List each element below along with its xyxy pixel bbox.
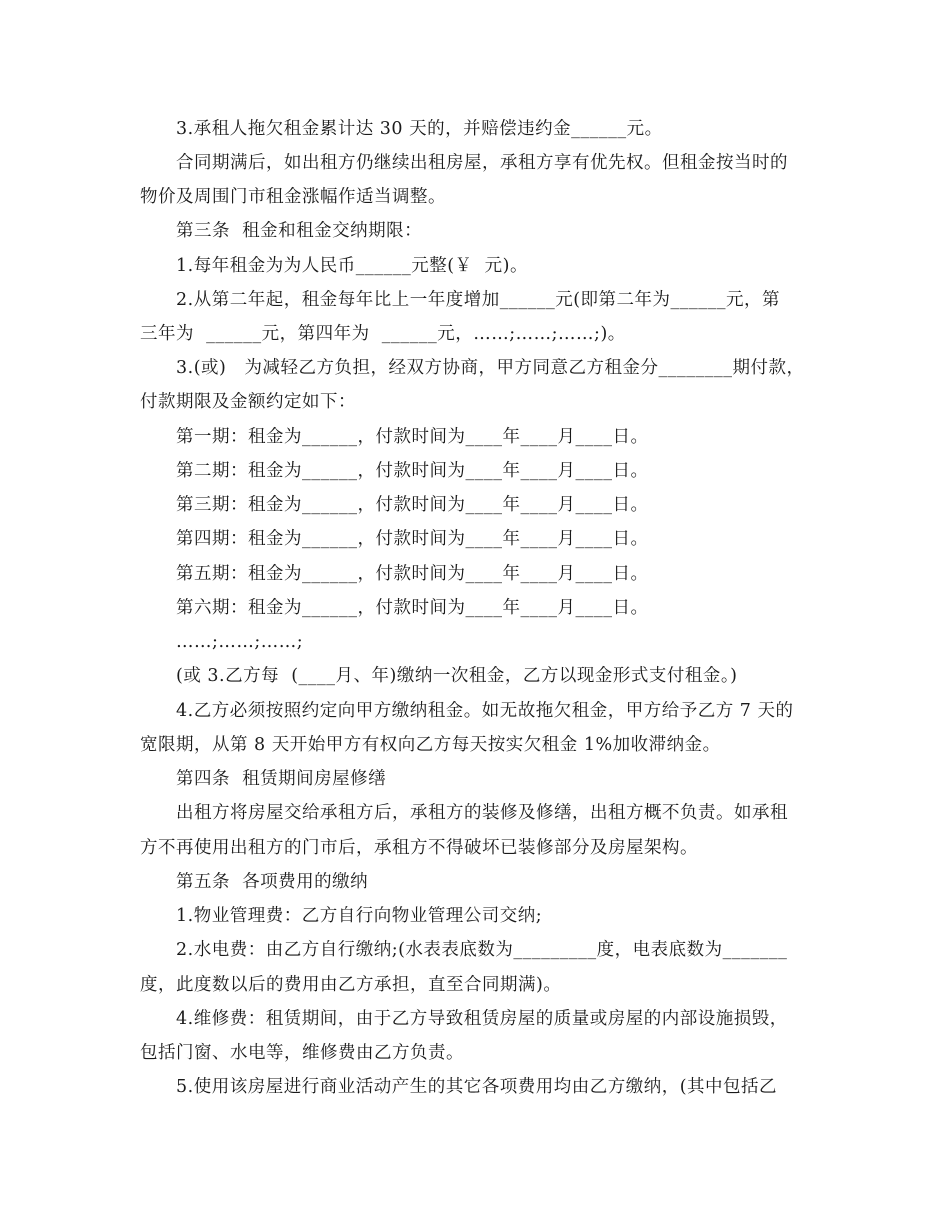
installment-line: 第三期：租金为______，付款时间为____年____月____日。 — [176, 495, 649, 515]
installment-line: 第五期：租金为______，付款时间为____年____月____日。 — [176, 564, 649, 584]
text-line: 5.使用该房屋进行商业活动产生的其它各项费用均由乙方缴纳，(其中包括乙 — [176, 1077, 778, 1097]
text-line: 2.水电费：由乙方自行缴纳;(水表表底数为_________度，电表底数为_______ — [176, 940, 788, 960]
text-line: 出租方将房屋交给承租方后，承租方的装修及修缮，出租方概不负责。如承租 — [176, 803, 788, 823]
text-line: 方不再使用出租方的门市后，承租方不得破坏已装修部分及房屋架构。 — [140, 838, 698, 858]
text-line: 合同期满后，如出租方仍继续出租房屋，承租方享有优先权。但租金按当时的 — [176, 153, 788, 173]
text-line: 包括门窗、水电等，维修费由乙方负责。 — [140, 1043, 464, 1063]
text-line: 3.(或) 为减轻乙方负担，经双方协商，甲方同意乙方租金分________期付款， — [176, 358, 805, 378]
text-line: 2.从第二年起，租金每年比上一年度增加______元(即第二年为______元，第 — [176, 290, 781, 310]
installment-line: 第六期：租金为______，付款时间为____年____月____日。 — [176, 598, 649, 618]
text-line: 物价及周围门市租金涨幅作适当调整。 — [140, 187, 446, 207]
text-line: 度，此度数以后的费用由乙方承担，直至合同期满)。 — [140, 975, 562, 995]
text-line: 宽限期，从第 8 天开始甲方有权向乙方每天按实欠租金 1%加收滞纳金。 — [140, 735, 721, 755]
text-line: 4.维修费：租赁期间，由于乙方导致租赁房屋的质量或房屋的内部设施损毁， — [176, 1009, 788, 1029]
text-line: 3.承租人拖欠租金累计达 30 天的，并赔偿违约金______元。 — [176, 119, 663, 139]
text-line: 1.物业管理费：乙方自行向物业管理公司交纳; — [176, 906, 543, 926]
text-line: (或 3.乙方每 (____月、年)缴纳一次租金，乙方以现金形式支付租金。) — [176, 666, 738, 686]
section-heading: 第三条 租金和租金交纳期限： — [176, 221, 423, 241]
text-line: 1.每年租金为为人民币______元整(￥ 元)。 — [176, 256, 528, 276]
text-line: 付款期限及金额约定如下： — [140, 392, 356, 412]
text-line: 三年为 ______元，第四年为 ______元，……;……;……;)。 — [140, 324, 626, 344]
text-line: ……;……;……; — [176, 632, 304, 652]
installment-line: 第二期：租金为______，付款时间为____年____月____日。 — [176, 461, 649, 481]
installment-line: 第四期：租金为______，付款时间为____年____月____日。 — [176, 529, 649, 549]
section-heading: 第四条 租赁期间房屋修缮 — [176, 769, 387, 789]
section-heading: 第五条 各项费用的缴纳 — [176, 872, 369, 892]
text-line: 4.乙方必须按照约定向甲方缴纳租金。如无故拖欠租金，甲方给予乙方 7 天的 — [176, 701, 794, 721]
installment-line: 第一期：租金为______，付款时间为____年____月____日。 — [176, 427, 649, 447]
